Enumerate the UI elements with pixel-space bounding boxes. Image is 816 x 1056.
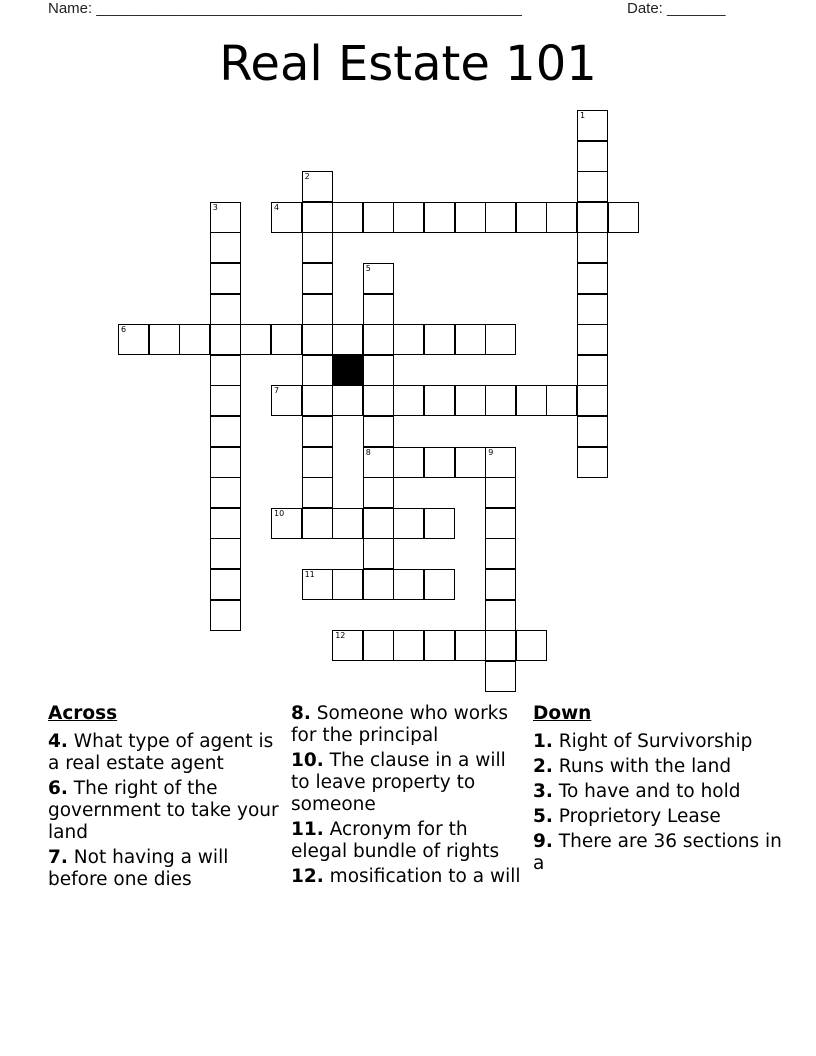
across-clue-11: 11. Acronym for th elegal bundle of rights (291, 819, 500, 862)
grid-cell[interactable] (516, 202, 547, 233)
clue-number: 3 (212, 202, 218, 212)
grid-cell[interactable] (149, 324, 180, 355)
grid-cell[interactable] (332, 324, 363, 355)
grid-cell[interactable] (577, 141, 608, 172)
across-clue-10: 10. The clause in a will to leave property to someone (291, 750, 506, 815)
down-clues-column (533, 703, 783, 878)
grid-cell[interactable] (455, 324, 486, 355)
grid-cell[interactable] (485, 569, 516, 600)
grid-cell[interactable] (546, 202, 577, 233)
grid-cell[interactable] (546, 385, 577, 416)
grid-cell[interactable] (485, 202, 516, 233)
grid-cell[interactable] (363, 324, 394, 355)
grid-cell[interactable] (363, 447, 394, 478)
grid-cell[interactable] (210, 294, 241, 325)
grid-cell[interactable] (363, 630, 394, 661)
grid-cell[interactable] (210, 385, 241, 416)
across-clue-12: 12. mosification to a will (291, 866, 521, 887)
grid-cell[interactable] (302, 569, 333, 600)
grid-cell[interactable] (577, 385, 608, 416)
grid-cell[interactable] (363, 569, 394, 600)
clue-number: 12 (335, 631, 346, 641)
grid-cell[interactable] (608, 202, 639, 233)
grid-cell[interactable] (363, 477, 394, 508)
grid-cell[interactable] (271, 385, 302, 416)
grid-cell[interactable] (302, 263, 333, 294)
grid-cell[interactable] (577, 110, 608, 141)
grid-cell[interactable] (577, 232, 608, 263)
grid-cell[interactable] (210, 569, 241, 600)
name-field-label: Name: ___________________________________________________ (48, 0, 522, 17)
grid-cell[interactable] (210, 202, 241, 233)
grid-cell[interactable] (210, 263, 241, 294)
grid-cell[interactable] (485, 324, 516, 355)
grid-cell[interactable] (577, 294, 608, 325)
clue-number: 2 (304, 172, 310, 182)
grid-cell[interactable] (363, 355, 394, 386)
grid-cell[interactable] (179, 324, 210, 355)
clue-number: 6 (121, 325, 127, 335)
grid-cell[interactable] (424, 630, 455, 661)
grid-cell[interactable] (455, 630, 486, 661)
grid-cell[interactable] (302, 385, 333, 416)
grid-cell[interactable] (363, 538, 394, 569)
grid-cell[interactable] (363, 202, 394, 233)
grid-cell[interactable] (455, 385, 486, 416)
grid-cell[interactable] (302, 232, 333, 263)
grid-cell[interactable] (424, 385, 455, 416)
grid-cell[interactable] (393, 630, 424, 661)
grid-cell[interactable] (485, 385, 516, 416)
clue-number: 8 (365, 447, 371, 457)
down-clue-5: 5. Proprietory Lease (533, 806, 721, 827)
puzzle-title: Real Estate 101 (219, 36, 597, 92)
clue-number: 1 (580, 111, 586, 120)
grid-cell[interactable] (485, 630, 516, 661)
grid-cell[interactable] (210, 447, 241, 478)
grid-cell[interactable] (210, 477, 241, 508)
down-clue-3: 3. To have and to hold (533, 781, 741, 802)
grid-cell[interactable] (271, 202, 302, 233)
grid-cell[interactable] (210, 600, 241, 631)
grid-cell[interactable] (393, 324, 424, 355)
across-clue-6: 6. The right of the government to take your land (48, 778, 279, 843)
grid-cell[interactable] (302, 355, 333, 386)
across-clue-8: 8. Someone who works for the principal (291, 703, 509, 746)
grid-cell[interactable] (332, 202, 363, 233)
grid-cell[interactable] (363, 263, 394, 294)
grid-cell[interactable] (118, 324, 149, 355)
grid-cell[interactable] (332, 385, 363, 416)
clue-number: 11 (304, 570, 315, 579)
grid-cell[interactable] (332, 630, 363, 661)
grid-cell[interactable] (332, 508, 363, 539)
grid-cell[interactable] (210, 538, 241, 569)
grid-cell[interactable] (210, 324, 241, 355)
grid-cell[interactable] (424, 324, 455, 355)
grid-cell[interactable] (424, 508, 455, 539)
grid-cell[interactable] (455, 447, 486, 478)
grid-cell[interactable] (302, 202, 333, 233)
grid-cell[interactable] (393, 447, 424, 478)
black-cell (332, 355, 363, 386)
grid-cell[interactable] (516, 630, 547, 661)
grid-cell[interactable] (302, 447, 333, 478)
grid-cell[interactable] (516, 385, 547, 416)
down-clue-9: 9. There are 36 sections in a (533, 831, 782, 874)
clue-number: 4 (274, 202, 280, 212)
grid-cell[interactable] (393, 385, 424, 416)
grid-cell[interactable] (485, 661, 516, 692)
grid-cell[interactable] (210, 508, 241, 539)
grid-cell[interactable] (302, 294, 333, 325)
grid-cell[interactable] (393, 202, 424, 233)
grid-cell[interactable] (210, 232, 241, 263)
grid-cell[interactable] (577, 171, 608, 202)
grid-cell[interactable] (393, 508, 424, 539)
grid-cell[interactable] (363, 385, 394, 416)
grid-cell[interactable] (577, 447, 608, 478)
grid-cell[interactable] (577, 202, 608, 233)
grid-cell[interactable] (577, 263, 608, 294)
grid-cell[interactable] (302, 171, 333, 202)
grid-cell[interactable] (302, 508, 333, 539)
grid-cell[interactable] (485, 538, 516, 569)
grid-cell[interactable] (240, 324, 271, 355)
grid-cell[interactable] (577, 324, 608, 355)
grid-cell[interactable] (302, 324, 333, 355)
grid-cell[interactable] (455, 202, 486, 233)
grid-cell[interactable] (363, 508, 394, 539)
across-clue-4: 4. What type of agent is a real estate agent (48, 731, 274, 774)
grid-cell[interactable] (302, 416, 333, 447)
grid-cell[interactable] (363, 416, 394, 447)
grid-cell[interactable] (577, 355, 608, 386)
grid-cell[interactable] (393, 569, 424, 600)
clue-number: 10 (274, 508, 285, 518)
across-clues-column-2 (291, 703, 527, 891)
grid-cell[interactable] (577, 416, 608, 447)
across-clue-7: 7. Not having a will before one dies (48, 847, 229, 890)
across-heading: Across (48, 703, 118, 724)
clue-number: 5 (365, 264, 371, 273)
grid-cell[interactable] (485, 508, 516, 539)
grid-cell[interactable] (332, 569, 363, 600)
grid-cell[interactable] (424, 447, 455, 478)
grid-cell[interactable] (363, 294, 394, 325)
down-clue-1: 1. Right of Survivorship (533, 731, 753, 752)
grid-cell[interactable] (210, 355, 241, 386)
grid-cell[interactable] (271, 508, 302, 539)
clue-number: 7 (274, 386, 280, 396)
grid-cell[interactable] (485, 447, 516, 478)
grid-cell[interactable] (210, 416, 241, 447)
grid-cell[interactable] (424, 202, 455, 233)
date-field-label: Date: _______ (627, 0, 726, 17)
clue-number: 9 (488, 447, 494, 457)
down-heading: Down (533, 703, 592, 724)
grid-cell[interactable] (485, 477, 516, 508)
across-clues-column-1 (48, 703, 284, 894)
grid-cell[interactable] (271, 324, 302, 355)
grid-cell[interactable] (302, 477, 333, 508)
grid-cell[interactable] (485, 600, 516, 631)
down-clue-2: 2. Runs with the land (533, 756, 732, 777)
grid-cell[interactable] (424, 569, 455, 600)
